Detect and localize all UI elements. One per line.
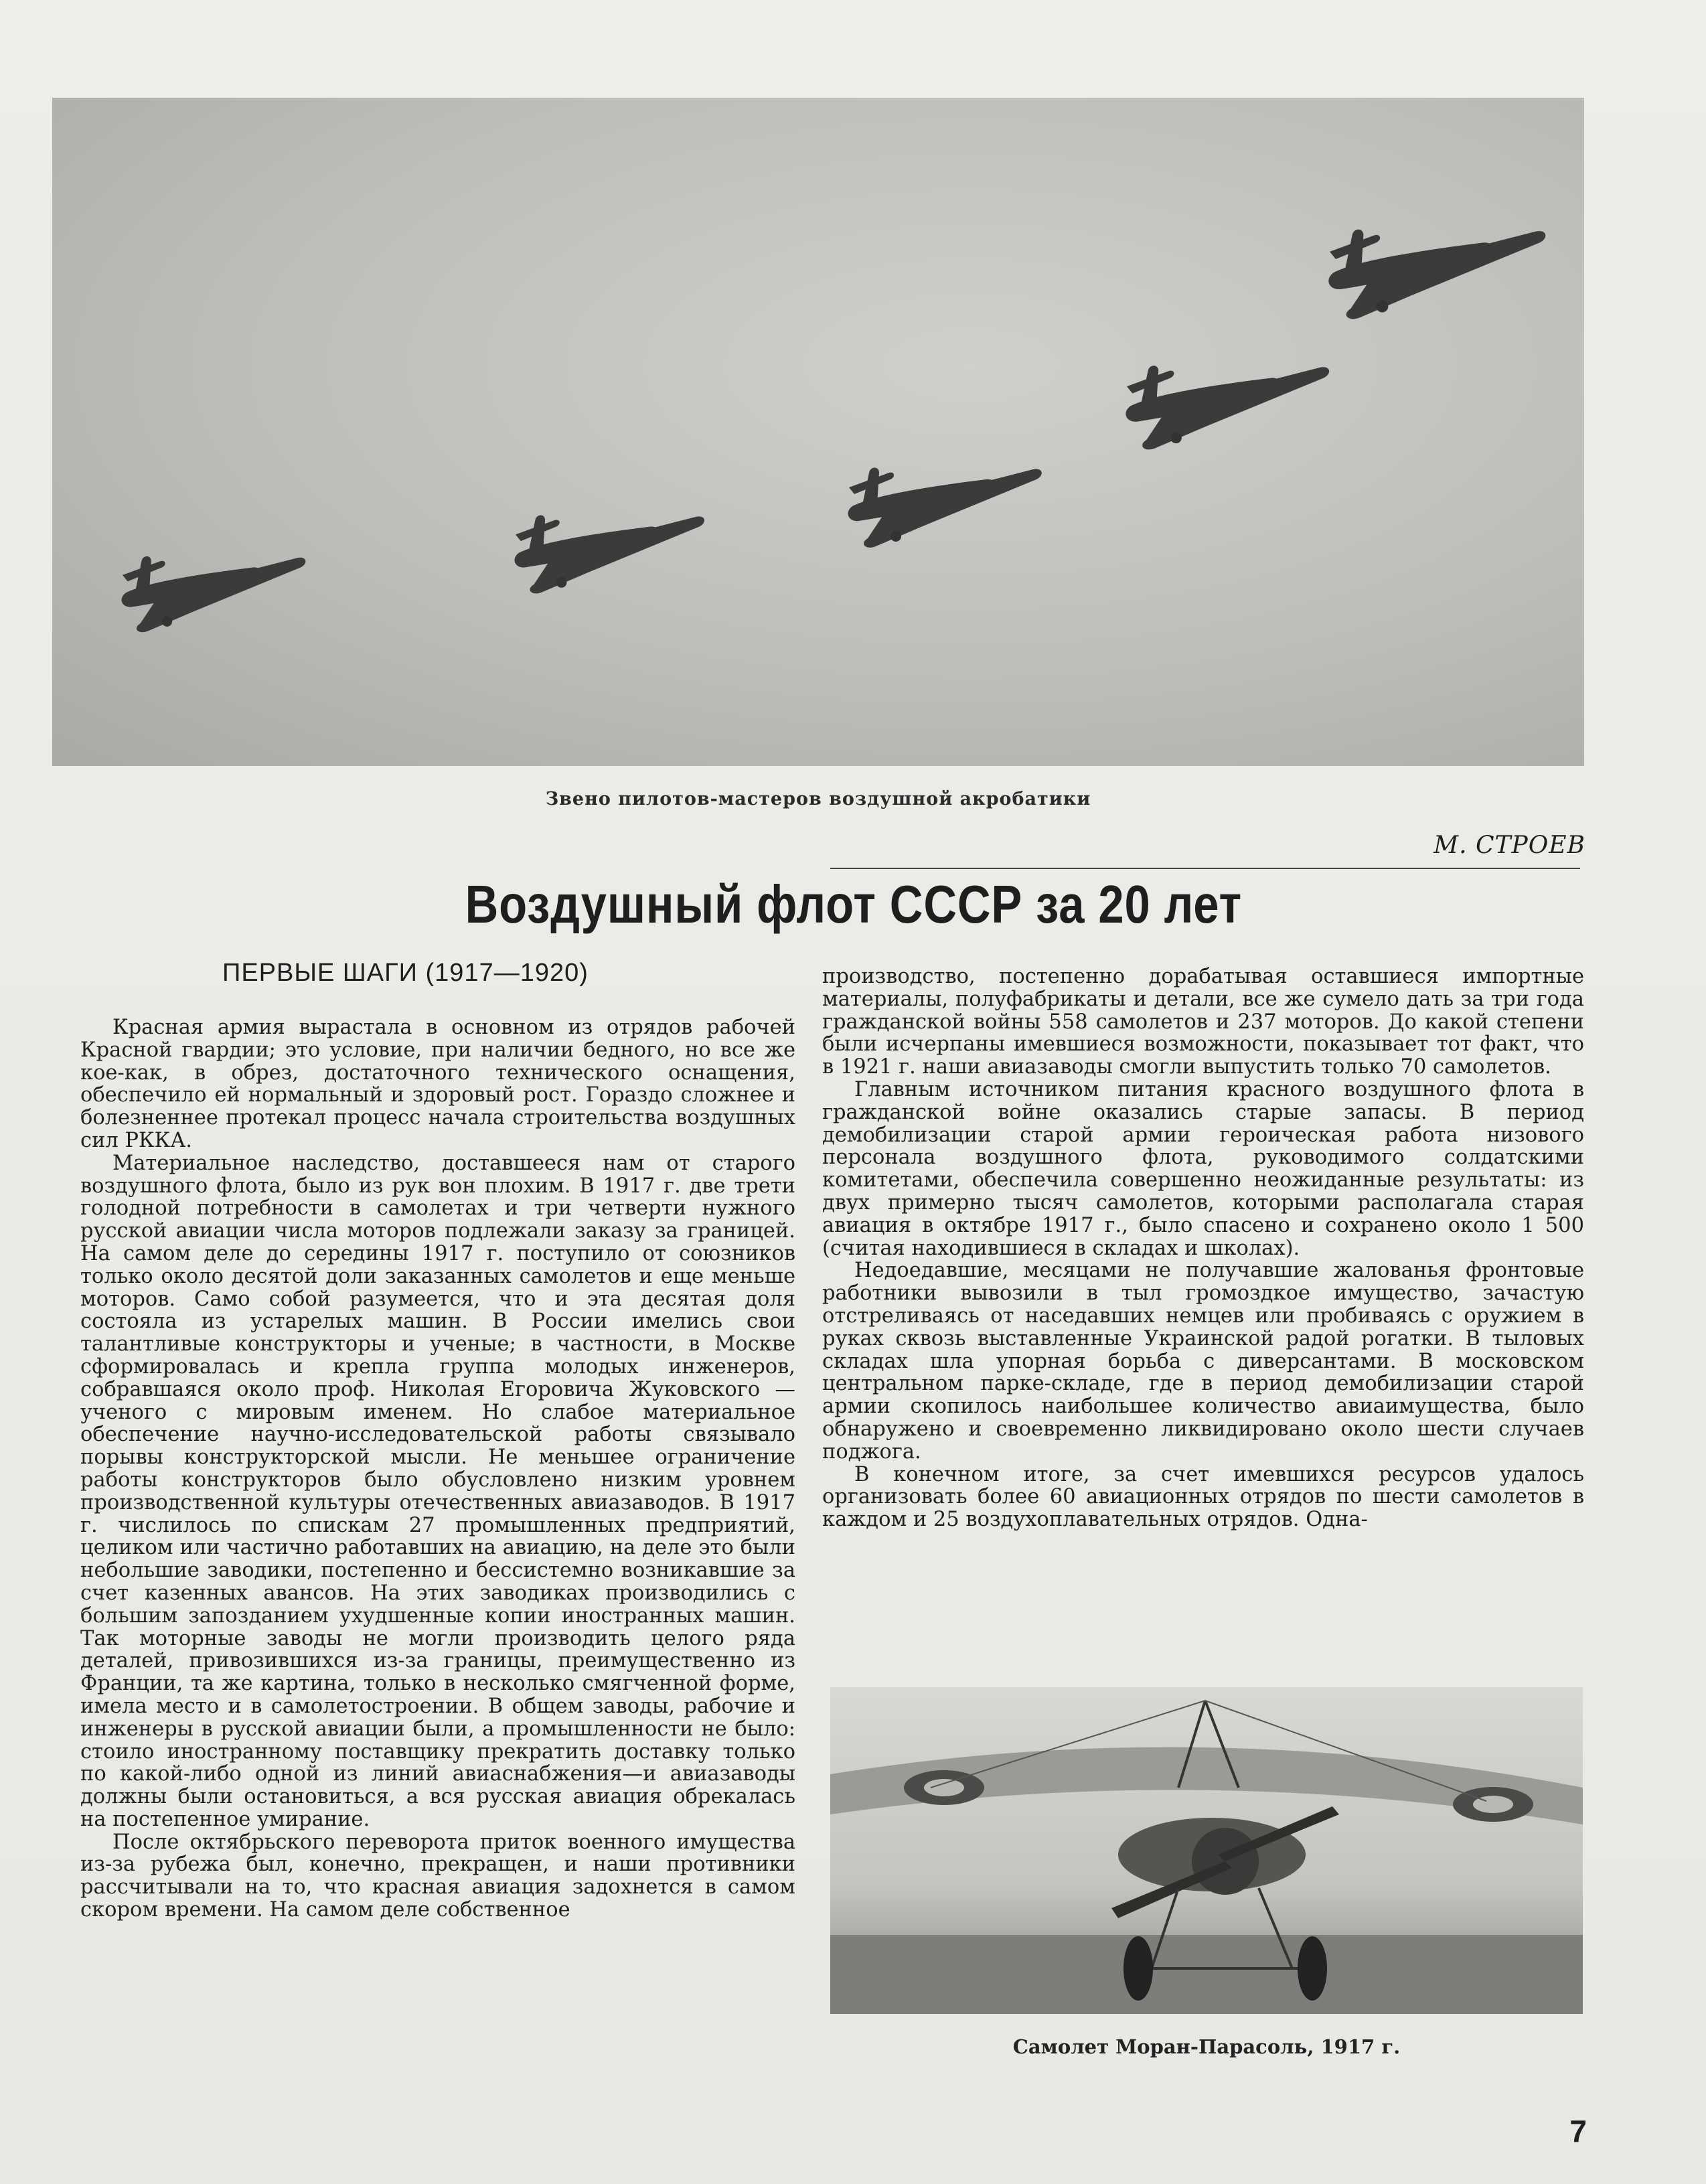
left-paragraph-3: После октябрьского переворота приток военного имущества из-за рубежа был, конечно, прекращен, и наши противники рассчитывали на то, что красная авиация задохнется в самом скором времени. На самом деле собственное xyxy=(80,1830,795,1922)
formation-photo xyxy=(52,98,1584,766)
plane-3 xyxy=(848,468,1041,548)
left-paragraph-1: Красная армия вырастала в основном из отрядов рабочей Красной гвардии; это условие, при наличии бедного, но все же кое-как, в обрез, достаточного технического оснащения, обеспечило ей нормальный и здоровый рост. Гораздо сложнее и болезненнее протекал процесс начала строительства воздушных сил РККА. xyxy=(80,1016,795,1152)
article-title: Воздушный флот СССР за 20 лет xyxy=(465,874,1243,934)
bottom-photo-caption: Самолет Моран-Парасоль, 1917 г. xyxy=(1012,2035,1401,2058)
plane-1 xyxy=(122,556,306,632)
author-name: М. СТРОЕВ xyxy=(1433,832,1585,859)
right-paragraph-1: производство, постепенно дорабатывая оставшиеся импортные материалы, полуфабрикаты и детали, все же сумело дать за три года гражданской войны 558 самолетов и 237 моторов. До какой степени были исчерпаны имевшиеся возможности, показывает тот факт, что в 1921 г. наши авиазаводы смогли выпустить только 70 самолетов. xyxy=(822,965,1584,1079)
top-photo-caption: Звено пилотов-мастеров воздушной акробатики xyxy=(545,789,1091,809)
right-paragraph-4: В конечном итоге, за счет имевшихся ресурсов удалось организовать более 60 авиационных отрядов по шести самолетов в каждом и 25 воздухоплавательных отрядов. Одна- xyxy=(822,1462,1584,1532)
page-number: 7 xyxy=(1569,2114,1587,2149)
plane-2 xyxy=(514,515,704,593)
author-divider xyxy=(830,868,1580,869)
monoplane-illustration xyxy=(830,1687,1583,2014)
right-paragraph-2: Главным источником питания красного воздушного флота в гражданской войне оказались старые запасы. В период демобилизации старой армии героическая работа низового персонала воздушного флота, руководимого солдатскими комитетами, обеспечила совершенно неожиданные результаты: из двух примерно тысяч самолетов, которыми располагала старая авиация в октябре 1917 г., было спасено и сохранено около 1 500 (считая находившиеся в складах и школах). xyxy=(822,1077,1584,1260)
right-column xyxy=(822,965,1584,1531)
morane-parasol-photo xyxy=(830,1687,1583,2014)
left-paragraph-2: Материальное наследство, доставшееся нам от старого воздушного флота, было из рук вон плохим. В 1917 г. две трети голодной потребности в самолетах и три четверти нужного русской авиации числа моторов подлежали заказу за границей. На самом деле до середины 1917 г. поступило от союзников только около десятой доли заказанных самолетов и еще меньше моторов. Само собой разумеется, что и эта десятая доля состояла из устарелых машин. В России имелись свои талантливые конструкторы и ученые; в частности, в Москве сформировалась и крепла группа молодых инженеров, собравшаяся около проф. Николая Егоровича Жуковского — ученого с мировым именем. Но слабое материальное обеспечение научно-исследовательской работы связывало порывы конструкторской мысли. Не меньшее ограничение работы конструкторов было обусловлено низким уровнем производственной культуры отечественных авиазаводов. В 1917 г. числилось по спискам 27 промышленных предприятий, целиком или частично работавших на авиацию, на деле это были небольшие заводики, постепенно и бессистемно возникавшие за счет казенных авансов. На этих заводиках производились с большим запозданием ухудшенные копии иностранных машин. Так моторные заводы не могли производить целого ряда деталей, привозившихся из-за границы, преимущественно из Франции, та же картина, только в несколько смягченной форме, имела место и в самолетостроении. В общем заводы, рабочие и инженеры в русской авиации были, а промышленности не было: стоило иностранному поставщику прекратить доставку только по какой-либо одной из линий авиаснабжения—и авиазаводы должны были остановиться, а вся русская авиация обрекалась на постепенное умирание. xyxy=(80,1151,795,1831)
plane-4 xyxy=(1126,366,1329,449)
ground xyxy=(830,1935,1583,2014)
wheel-left xyxy=(1123,1936,1153,2001)
right-paragraph-3: Недоедавшие, месяцами не получавшие жалованья фронтовые работники вывозили в тыл громоздкое имущество, зачастую отстреливаясь от наседавших немцев или пробиваясь с оружием в руках сквозь выставленные Украинской радой рогатки. В тыловых складах шла упорная борьба с диверсантами. В московском центральном парке-складе, где в период демобилизации старой армии скопилось наибольшее количество авиаимущества, было обнаружено и своевременно ликвидировано около шести случаев поджога. xyxy=(822,1259,1584,1464)
plane-formation-illustration xyxy=(52,98,1584,766)
wheel-right xyxy=(1298,1936,1327,2001)
left-column xyxy=(80,1016,795,1922)
plane-5 xyxy=(1328,230,1545,319)
section-heading: ПЕРВЫЕ ШАГИ (1917—1920) xyxy=(222,959,589,987)
